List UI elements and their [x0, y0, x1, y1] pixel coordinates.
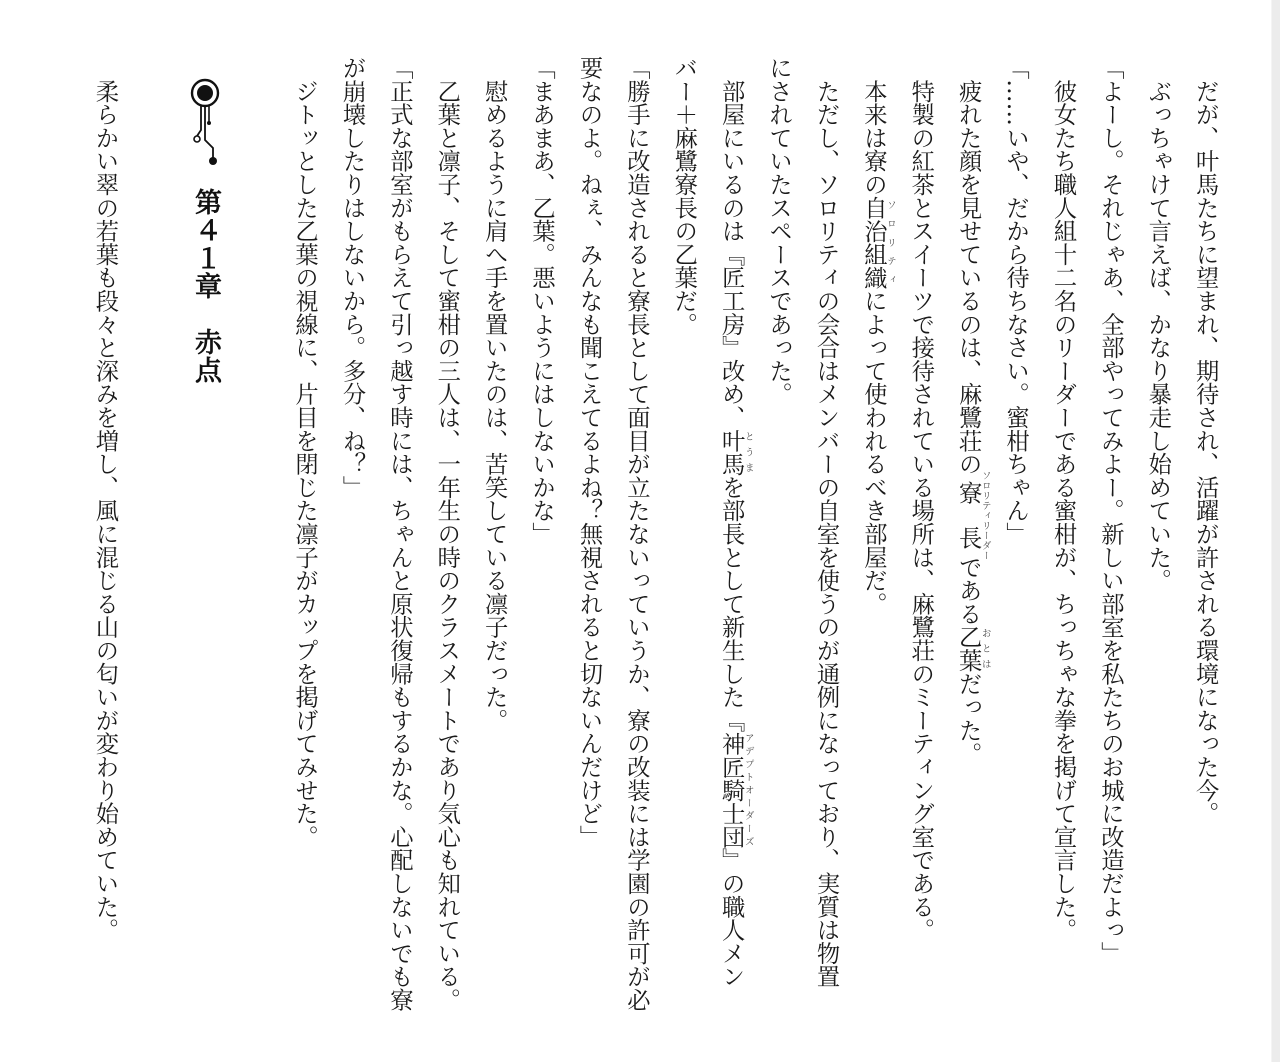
circuit-ornament-icon	[185, 74, 225, 170]
text-segment: 乙葉と凛子、そして蜜柑の三人は、一年生の時のクラスメートであり気心も知れている。	[433, 56, 461, 1012]
text-column	[423, 56, 470, 1046]
scrollbar-track[interactable]	[1271, 0, 1280, 1062]
text-segment: だった。	[954, 671, 982, 766]
text-column	[1087, 56, 1134, 1046]
text-segment: ぶっちゃけて言えば、かなり暴走し始めていた。	[1144, 56, 1172, 592]
text-segment: 本来は寮の	[859, 56, 887, 196]
ruby-base: 乙葉	[954, 625, 982, 672]
text-segment: 特製の紅茶とスイーツで接待されている場所は、麻鷺荘のミーティング室である。	[907, 56, 935, 942]
ruby-reading: ソロリティ	[884, 195, 896, 289]
text-segment: バー＋麻鷺寮長の乙葉だ。	[670, 56, 698, 336]
text-segment: だが、叶馬たちに望まれ、期待され、活躍が許される環境になった今。	[1191, 56, 1219, 825]
ruby-base: 叶馬	[717, 428, 745, 476]
text-segment: 』の職人メン	[717, 848, 745, 989]
text-segment: ジトッとした乙葉の視線に、片目を閉じた凛子がカップを掲げてみせた。	[291, 56, 319, 849]
text-column	[707, 56, 754, 1046]
text-column	[802, 56, 849, 1046]
text-segment: 柔らかい翠の若葉も段々と深みを増し、風に混じる山の匂いが変わり始めていた。	[91, 56, 119, 942]
ruby-base: 神匠騎士団	[717, 731, 745, 849]
ruby-annotated-word	[859, 195, 896, 290]
text-column	[992, 56, 1039, 1046]
text-column	[944, 56, 991, 1046]
text-column	[613, 56, 660, 1046]
chapter-title: 第４１章 赤点	[190, 188, 221, 384]
text-segment: 慰めるように肩へ手を置いたのは、苦笑している凛子だった。	[480, 56, 508, 732]
text-segment: にされていたスペースであった。	[765, 56, 793, 406]
text-segment: 「勝手に改造されると寮長として面目が立たないっていうか、寮の改装には学園の許可が必	[622, 56, 650, 1012]
text-column	[376, 56, 423, 1046]
text-segment: を部長として新生した『	[717, 475, 745, 732]
text-segment: 「よーし。それじゃあ、全部やってみよー。新しい部室を私たちのお城に改造だよっ」	[1096, 56, 1124, 965]
ruby-reading: おとは	[979, 625, 991, 672]
text-segment: 「正式な部室がもらえて引っ越す時には、ちゃんと原状復帰もするかな。心配しないでも寮	[385, 56, 413, 1012]
text-column	[1039, 56, 1086, 1046]
ruby-base: 自治組織	[859, 195, 887, 290]
text-column	[850, 56, 897, 1046]
ruby-base: 寮長	[954, 470, 982, 561]
text-column	[660, 56, 707, 1046]
text-segment: が崩壊したりはしないから。多分、ね？」	[338, 56, 366, 499]
text-segment: ただし、ソロリティの会合はメンバーの自室を使うのが通例になっており、実質は物置	[812, 56, 840, 988]
text-segment: 疲れた顔を見せているのは、麻鷺荘の	[954, 56, 982, 476]
text-column	[81, 56, 128, 1046]
text-segment: 彼女たち職人組十二名のリーダーである蜜柑が、ちっちゃな拳を掲げて宣言した。	[1049, 56, 1077, 942]
text-column	[1181, 56, 1228, 1046]
text-segment: 要なのよ。ねぇ、みんなも聞こえてるよね？無視されると切ないんだけど」	[575, 56, 603, 849]
ruby-reading: アデプトオーダーズ	[742, 731, 754, 849]
text-segment: 「まあまあ、乙葉。悪いようにはしないかな」	[528, 56, 556, 546]
ruby-annotated-word	[717, 428, 754, 476]
text-column	[518, 56, 565, 1046]
text-column	[897, 56, 944, 1046]
ruby-annotated-word	[717, 731, 754, 849]
ruby-annotated-word	[954, 625, 991, 672]
text-column	[755, 56, 802, 1046]
text-column	[470, 56, 517, 1046]
text-column	[281, 56, 328, 1046]
text-segment: によって使われるべき部屋だ。	[859, 289, 887, 616]
ruby-annotated-word	[954, 470, 991, 561]
ruby-reading: ソロリティリーダー	[979, 470, 991, 561]
text-column	[1134, 56, 1181, 1046]
text-segment: 部屋にいるのは『匠工房』改め、	[717, 56, 745, 429]
text-column	[565, 56, 612, 1046]
text-segment: である	[954, 555, 982, 626]
text-segment: 「……いや、だから待ちなさい。蜜柑ちゃん」	[1002, 56, 1030, 546]
text-column	[328, 56, 375, 1046]
ruby-reading: とうま	[742, 428, 754, 476]
